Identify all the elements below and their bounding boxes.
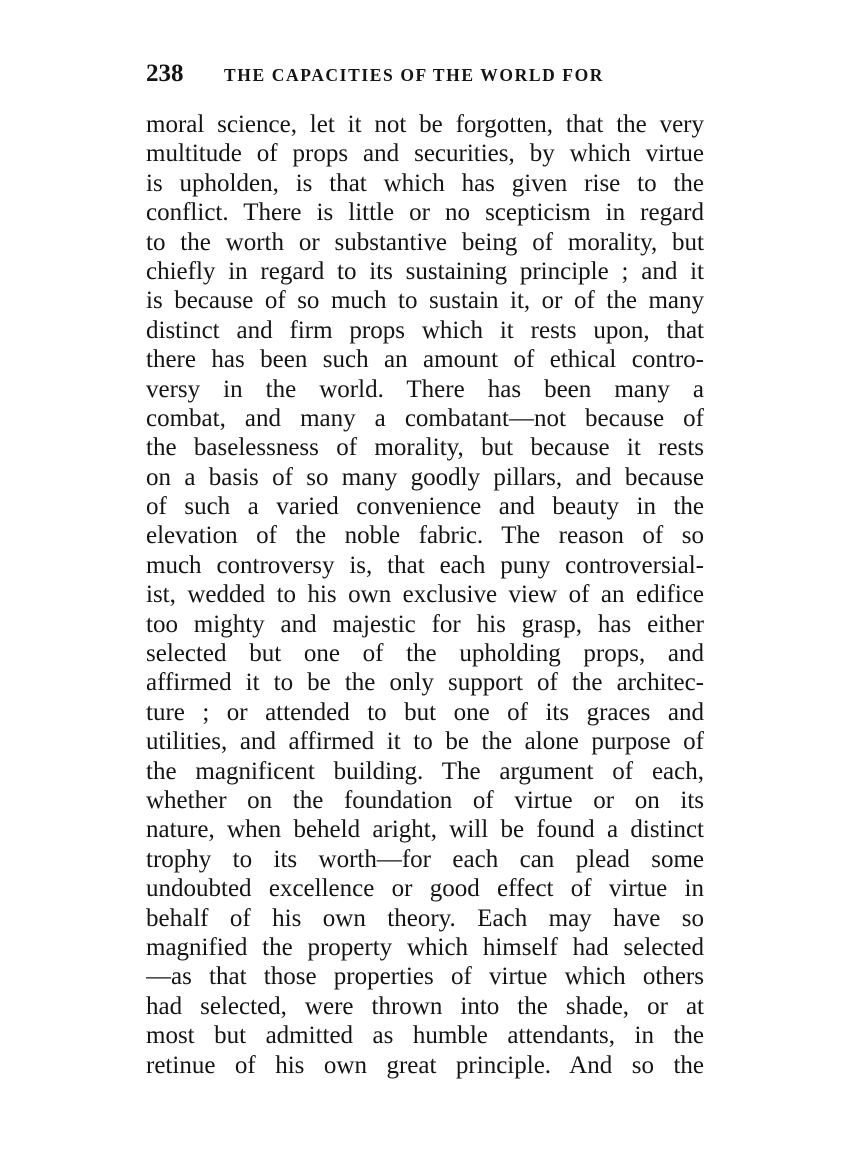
text-line: moral science, let it not be forgotten, that the very <box>146 111 704 138</box>
text-line: is because of so much to sustain it, or of the many <box>146 287 704 315</box>
text-line: whether on the foundation of virtue or on its <box>146 786 704 814</box>
text-line: there has been such an amount of ethical contro- <box>146 346 704 374</box>
text-line: combat, and many a combatant—not because of <box>146 404 704 432</box>
text-line: —as that those properties of virtue which others <box>146 963 704 991</box>
running-title: THE CAPACITIES OF THE WORLD FOR <box>224 65 605 85</box>
running-head <box>146 58 706 90</box>
body-text <box>146 110 704 1080</box>
text-line: affirmed it to be the only support of the architec- <box>146 669 704 697</box>
text-line: behalf of his own theory. Each may have so <box>146 904 704 932</box>
text-line: chiefly in regard to its sustaining principle ; and it <box>146 257 704 285</box>
text-line: much controversy is, that each puny controversial- <box>146 551 704 579</box>
text-line: to the worth or substantive being of morality, but <box>146 228 704 256</box>
text-line: magnified the property which himself had selected <box>146 933 704 961</box>
page-number: 238 <box>146 60 184 87</box>
text-line: elevation of the noble fabric. The reason of so <box>146 522 704 550</box>
text-line: the baselessness of morality, but because it rests <box>146 434 704 462</box>
text-line: undoubted excellence or good effect of virtue in <box>146 875 704 903</box>
text-line: too mighty and majestic for his grasp, has either <box>146 610 704 638</box>
text-line: conflict. There is little or no scepticism in regard <box>146 199 704 227</box>
text-line: on a basis of so many goodly pillars, and because <box>146 463 704 491</box>
text-line: retinue of his own great principle. And so the <box>146 1051 704 1079</box>
text-line: most but admitted as humble attendants, in the <box>146 1022 704 1050</box>
text-line: nature, when beheld aright, will be found a distinct <box>146 816 704 844</box>
text-line: selected but one of the upholding props, and <box>146 640 704 668</box>
text-line: distinct and firm props which it rests upon, that <box>146 316 704 344</box>
text-line: utilities, and affirmed it to be the alone purpose of <box>146 728 704 756</box>
text-line: versy in the world. There has been many a <box>146 375 704 403</box>
text-line: had selected, were thrown into the shade, or at <box>146 992 704 1020</box>
text-line: ist, wedded to his own exclusive view of an edifice <box>146 581 704 609</box>
text-line: multitude of props and securities, by which virtue <box>146 140 704 168</box>
text-line: the magnificent building. The argument of each, <box>146 757 704 785</box>
text-line: trophy to its worth—for each can plead some <box>146 845 704 873</box>
text-line: is upholden, is that which has given rise to the <box>146 169 704 197</box>
text-line: of such a varied convenience and beauty in the <box>146 493 704 521</box>
text-line: ture ; or attended to but one of its graces and <box>146 698 704 726</box>
